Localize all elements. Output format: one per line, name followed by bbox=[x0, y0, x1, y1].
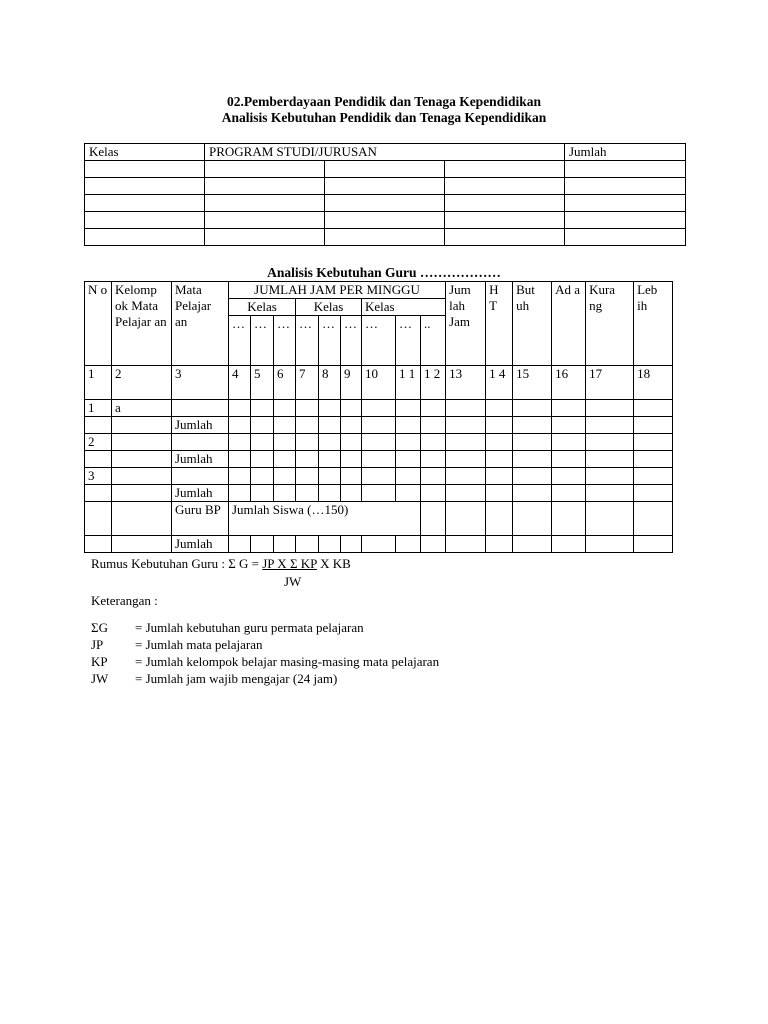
col-number: 1 2 bbox=[421, 366, 446, 400]
header-no: N o bbox=[85, 282, 112, 366]
formula-numerator: JP X Σ KP bbox=[262, 556, 317, 571]
keterangan-desc: = Jumlah jam wajib mengajar (24 jam) bbox=[135, 671, 338, 686]
document-subtitle: Analisis Kebutuhan Pendidik dan Tenaga Kependidikan bbox=[221, 110, 547, 125]
dots-cell: … bbox=[251, 316, 274, 366]
table2-title: Analisis Kebutuhan Guru ……………… bbox=[267, 265, 501, 280]
jumlah-label: Jumlah bbox=[172, 451, 229, 468]
col-number: 4 bbox=[229, 366, 251, 400]
col-number: 10 bbox=[362, 366, 396, 400]
table-row bbox=[85, 178, 686, 195]
col-number: 1 4 bbox=[486, 366, 513, 400]
jumlah-label: Jumlah bbox=[172, 417, 229, 434]
header-mata-pelajaran: Mata Pelajar an bbox=[172, 282, 229, 366]
col-number: 3 bbox=[172, 366, 229, 400]
col-number: 1 1 bbox=[396, 366, 421, 400]
header-jumlah: Jumlah bbox=[565, 144, 686, 161]
dots-cell: … bbox=[296, 316, 319, 366]
document-title: 02.Pemberdayaan Pendidik dan Tenaga Kependidikan bbox=[227, 94, 541, 109]
col-number: 7 bbox=[296, 366, 319, 400]
header-butuh: But uh bbox=[513, 282, 552, 366]
formula-denominator: JW bbox=[284, 574, 302, 589]
dots-cell: … bbox=[362, 316, 396, 366]
keterangan-symbol: ΣG bbox=[91, 620, 108, 635]
table-row bbox=[85, 451, 673, 468]
table-row bbox=[85, 144, 686, 161]
row-number: 1 bbox=[85, 400, 112, 417]
formula-line bbox=[91, 555, 351, 572]
col-number: 6 bbox=[274, 366, 296, 400]
col-number: 17 bbox=[586, 366, 634, 400]
col-number: 1 bbox=[85, 366, 112, 400]
col-number: 8 bbox=[319, 366, 341, 400]
keterangan-title: Keterangan : bbox=[91, 593, 158, 608]
guru-bp-label: Guru BP bbox=[172, 502, 229, 536]
row-number: 2 bbox=[85, 434, 112, 451]
col-number: 9 bbox=[341, 366, 362, 400]
header-kelas-3: Kelas bbox=[362, 299, 446, 316]
col-number: 2 bbox=[112, 366, 172, 400]
header-lebih: Leb ih bbox=[634, 282, 673, 366]
table-row bbox=[85, 229, 686, 246]
col-number: 16 bbox=[552, 366, 586, 400]
header-jumlah-jam-total: Jum lah Jam bbox=[446, 282, 486, 366]
program-studi-table bbox=[84, 143, 686, 246]
row-number: 3 bbox=[85, 468, 112, 485]
keterangan-desc: = Jumlah mata pelajaran bbox=[135, 637, 263, 652]
table-row bbox=[85, 212, 686, 229]
col-number: 15 bbox=[513, 366, 552, 400]
col-number: 18 bbox=[634, 366, 673, 400]
dots-cell: .. bbox=[421, 316, 446, 366]
table-row bbox=[85, 485, 673, 502]
table-row bbox=[85, 195, 686, 212]
keterangan-symbol: KP bbox=[91, 654, 108, 669]
col-number: 5 bbox=[251, 366, 274, 400]
header-kelas-2: Kelas bbox=[296, 299, 362, 316]
table-row bbox=[85, 434, 673, 451]
dots-cell: … bbox=[396, 316, 421, 366]
header-kelas: Kelas bbox=[85, 144, 205, 161]
table-row bbox=[85, 502, 673, 536]
row-kelompok: a bbox=[112, 400, 172, 417]
col-number: 13 bbox=[446, 366, 486, 400]
header-ht: H T bbox=[486, 282, 513, 366]
formula-tail: X KB bbox=[316, 556, 351, 571]
header-ada: Ad a bbox=[552, 282, 586, 366]
formula-label: Rumus Kebutuhan Guru : Σ G = bbox=[91, 556, 263, 571]
header-program-studi: PROGRAM STUDI/JURUSAN bbox=[205, 144, 565, 161]
table-row bbox=[85, 468, 673, 485]
header-kelas-1: Kelas bbox=[229, 299, 296, 316]
jumlah-siswa-label: Jumlah Siswa (…150) bbox=[229, 502, 421, 536]
table-row bbox=[85, 400, 673, 417]
table-row bbox=[85, 282, 673, 299]
keterangan-desc: = Jumlah kelompok belajar masing-masing mata pelajaran bbox=[135, 654, 440, 669]
table-row bbox=[85, 161, 686, 178]
jumlah-label: Jumlah bbox=[172, 485, 229, 502]
keterangan-symbol: JW bbox=[91, 671, 109, 686]
table-row bbox=[85, 417, 673, 434]
dots-cell: … bbox=[319, 316, 341, 366]
header-kelompok: Kelomp ok Mata Pelajar an bbox=[112, 282, 172, 366]
keterangan-desc: = Jumlah kebutuhan guru permata pelajaran bbox=[135, 620, 364, 635]
header-jumlah-jam: JUMLAH JAM PER MINGGU bbox=[229, 282, 446, 299]
table-row bbox=[85, 536, 673, 553]
table-row bbox=[85, 366, 673, 400]
header-kurang: Kura ng bbox=[586, 282, 634, 366]
dots-cell: … bbox=[229, 316, 251, 366]
keterangan-symbol: JP bbox=[91, 637, 104, 652]
jumlah-label: Jumlah bbox=[172, 536, 229, 553]
kebutuhan-guru-table bbox=[84, 281, 673, 553]
dots-cell: … bbox=[341, 316, 362, 366]
dots-cell: … bbox=[274, 316, 296, 366]
